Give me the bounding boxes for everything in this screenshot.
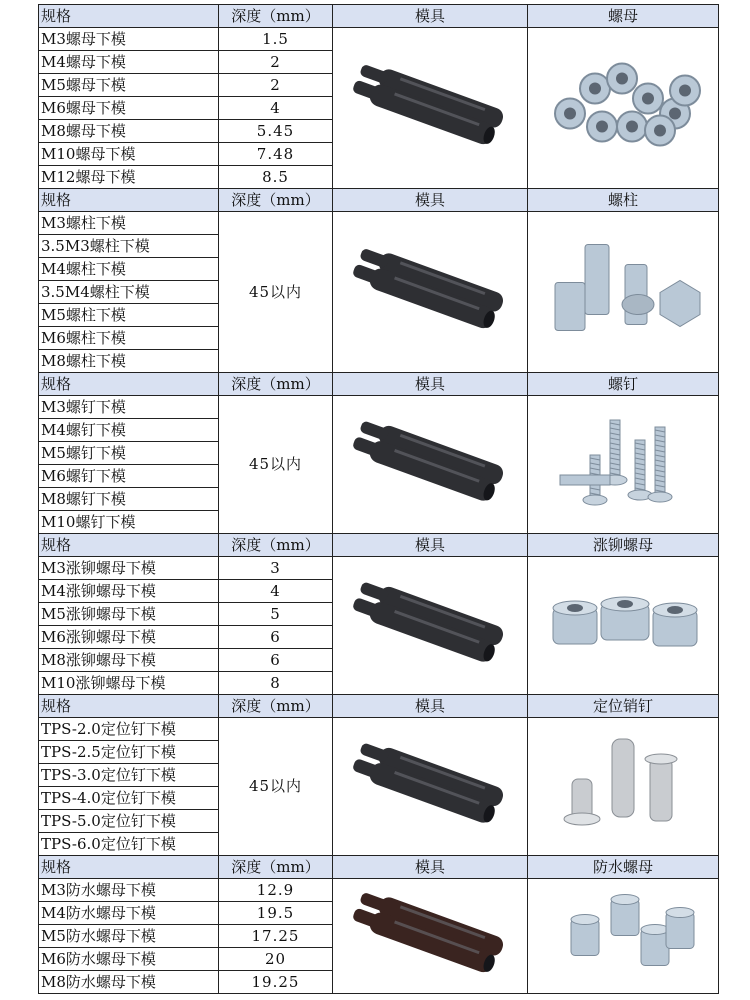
product-image-cell xyxy=(528,212,719,373)
spec-name-cell: M8螺母下模 xyxy=(39,120,219,143)
product-image-cell xyxy=(528,28,719,189)
depth-cell: 8.5 xyxy=(219,166,333,189)
spec-name-cell: M4涨铆螺母下模 xyxy=(39,580,219,603)
depth-cell: 20 xyxy=(219,948,333,971)
section-header-row xyxy=(39,856,719,879)
spec-name-cell: M4螺钉下模 xyxy=(39,419,219,442)
mold-header: 模具 xyxy=(333,5,528,28)
spec-name-cell: M4防水螺母下模 xyxy=(39,902,219,925)
table-row xyxy=(39,396,719,419)
spec-name-cell: TPS-6.0定位钉下模 xyxy=(39,833,219,856)
mold-die-image xyxy=(335,29,525,188)
screw-part-image xyxy=(530,397,716,533)
mold-die-image xyxy=(335,397,525,533)
table-row xyxy=(39,879,719,902)
spec-name-cell: M3螺柱下模 xyxy=(39,212,219,235)
spec-header: 规格 xyxy=(39,534,219,557)
spec-name-cell: M8防水螺母下模 xyxy=(39,971,219,994)
spec-sheet xyxy=(38,4,718,994)
spec-name-cell: M8螺钉下模 xyxy=(39,488,219,511)
mold-header: 模具 xyxy=(333,534,528,557)
spec-name-cell: M8涨铆螺母下模 xyxy=(39,649,219,672)
depth-cell: 6 xyxy=(219,626,333,649)
mold-die-image xyxy=(335,719,525,855)
spec-name-cell: M5防水螺母下模 xyxy=(39,925,219,948)
mold-header: 模具 xyxy=(333,373,528,396)
table-row xyxy=(39,557,719,580)
section-header-row xyxy=(39,534,719,557)
spec-name-cell: M6螺柱下模 xyxy=(39,327,219,350)
section-header-row xyxy=(39,5,719,28)
product-header: 防水螺母 xyxy=(528,856,719,879)
spec-name-cell: M10螺钉下模 xyxy=(39,511,219,534)
spec-name-cell: M12螺母下模 xyxy=(39,166,219,189)
spec-name-cell: TPS-3.0定位钉下模 xyxy=(39,764,219,787)
product-header: 螺柱 xyxy=(528,189,719,212)
spec-header: 规格 xyxy=(39,5,219,28)
mold-header: 模具 xyxy=(333,856,528,879)
spec-name-cell: M5螺柱下模 xyxy=(39,304,219,327)
spec-table xyxy=(38,4,719,994)
depth-cell: 2 xyxy=(219,51,333,74)
spec-name-cell: M6螺钉下模 xyxy=(39,465,219,488)
mold-header: 模具 xyxy=(333,189,528,212)
table-row xyxy=(39,212,719,235)
spec-name-cell: M5螺钉下模 xyxy=(39,442,219,465)
spec-name-cell: M5涨铆螺母下模 xyxy=(39,603,219,626)
mold-die-image xyxy=(335,558,525,694)
section-header-row xyxy=(39,373,719,396)
mold-image-cell xyxy=(333,212,528,373)
depth-cell: 3 xyxy=(219,557,333,580)
spec-name-cell: M5螺母下模 xyxy=(39,74,219,97)
product-header: 定位销钉 xyxy=(528,695,719,718)
section-header-row xyxy=(39,189,719,212)
spec-header: 规格 xyxy=(39,856,219,879)
spec-name-cell: M3螺母下模 xyxy=(39,28,219,51)
spec-name-cell: TPS-2.5定位钉下模 xyxy=(39,741,219,764)
spec-name-cell: M6螺母下模 xyxy=(39,97,219,120)
product-header: 螺钉 xyxy=(528,373,719,396)
pin-part-image xyxy=(530,719,716,855)
depth-cell: 4 xyxy=(219,580,333,603)
depth-cell: 7.48 xyxy=(219,143,333,166)
depth-header: 深度（mm） xyxy=(219,189,333,212)
product-image-cell xyxy=(528,396,719,534)
product-header: 螺母 xyxy=(528,5,719,28)
spec-name-cell: M10涨铆螺母下模 xyxy=(39,672,219,695)
spec-name-cell: M6涨铆螺母下模 xyxy=(39,626,219,649)
spec-name-cell: M3防水螺母下模 xyxy=(39,879,219,902)
depth-cell: 5.45 xyxy=(219,120,333,143)
depth-cell: 45以内 xyxy=(219,718,333,856)
spec-header: 规格 xyxy=(39,695,219,718)
spec-name-cell: M4螺母下模 xyxy=(39,51,219,74)
spec-header: 规格 xyxy=(39,373,219,396)
spec-name-cell: M10螺母下模 xyxy=(39,143,219,166)
depth-header: 深度（mm） xyxy=(219,5,333,28)
mold-image-cell xyxy=(333,396,528,534)
depth-cell: 4 xyxy=(219,97,333,120)
spec-name-cell: M4螺柱下模 xyxy=(39,258,219,281)
table-row xyxy=(39,28,719,51)
product-image-cell xyxy=(528,718,719,856)
depth-cell: 19.25 xyxy=(219,971,333,994)
depth-cell: 17.25 xyxy=(219,925,333,948)
mold-die-image xyxy=(335,213,525,372)
standoff-part-image xyxy=(530,213,716,372)
spec-name-cell: 3.5M4螺柱下模 xyxy=(39,281,219,304)
depth-header: 深度（mm） xyxy=(219,695,333,718)
depth-cell: 2 xyxy=(219,74,333,97)
product-image-cell xyxy=(528,557,719,695)
spec-name-cell: M3螺钉下模 xyxy=(39,396,219,419)
spec-name-cell: M3涨铆螺母下模 xyxy=(39,557,219,580)
mold-image-cell xyxy=(333,557,528,695)
spec-name-cell: M6防水螺母下模 xyxy=(39,948,219,971)
mold-header: 模具 xyxy=(333,695,528,718)
nut-part-image xyxy=(530,29,716,188)
waterproof-part-image xyxy=(530,880,716,993)
depth-cell: 1.5 xyxy=(219,28,333,51)
depth-cell: 12.9 xyxy=(219,879,333,902)
spec-name-cell: TPS-5.0定位钉下模 xyxy=(39,810,219,833)
mold-die-image xyxy=(335,880,525,993)
depth-cell: 5 xyxy=(219,603,333,626)
product-header: 涨铆螺母 xyxy=(528,534,719,557)
mold-image-cell xyxy=(333,28,528,189)
section-header-row xyxy=(39,695,719,718)
depth-cell: 8 xyxy=(219,672,333,695)
depth-cell: 6 xyxy=(219,649,333,672)
spec-name-cell: 3.5M3螺柱下模 xyxy=(39,235,219,258)
mold-image-cell xyxy=(333,879,528,994)
depth-header: 深度（mm） xyxy=(219,373,333,396)
depth-header: 深度（mm） xyxy=(219,856,333,879)
depth-header: 深度（mm） xyxy=(219,534,333,557)
depth-cell: 45以内 xyxy=(219,396,333,534)
spec-name-cell: M8螺柱下模 xyxy=(39,350,219,373)
table-row xyxy=(39,718,719,741)
product-image-cell xyxy=(528,879,719,994)
spec-name-cell: TPS-4.0定位钉下模 xyxy=(39,787,219,810)
depth-cell: 19.5 xyxy=(219,902,333,925)
depth-cell: 45以内 xyxy=(219,212,333,373)
mold-image-cell xyxy=(333,718,528,856)
spec-header: 规格 xyxy=(39,189,219,212)
spec-name-cell: TPS-2.0定位钉下模 xyxy=(39,718,219,741)
clinch-part-image xyxy=(530,558,716,694)
